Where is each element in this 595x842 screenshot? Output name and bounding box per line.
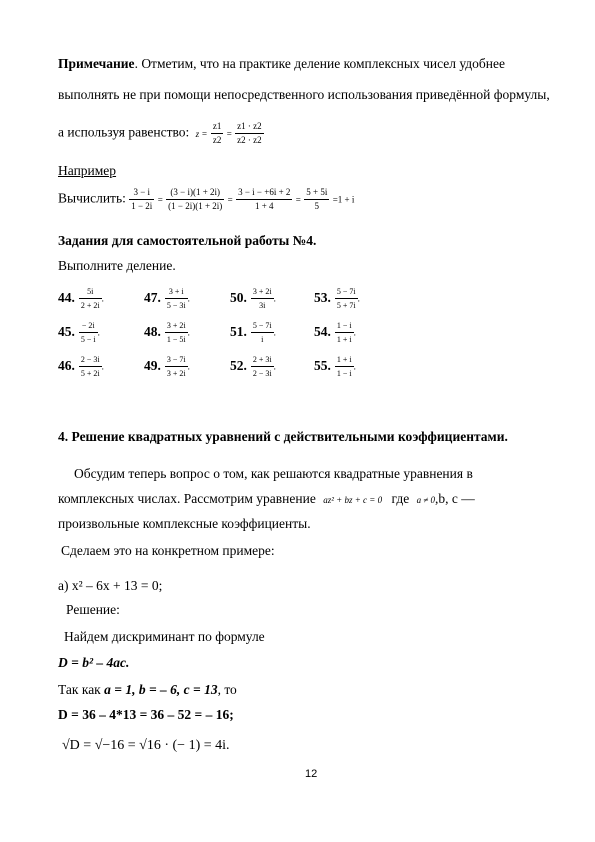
example-frac-4: $\frac{5 + 5i}{5}$: [306, 187, 328, 211]
task-number: 53.: [314, 289, 331, 305]
task-item: 50. $\frac{3 + 2i}{3i}$ .: [230, 287, 276, 310]
solution-label: Решение:: [66, 602, 120, 617]
task-fraction: $\frac{3 + i}{5 - 3i}$: [166, 287, 186, 310]
task-number: 45.: [58, 323, 75, 339]
tasks-grid: [58, 285, 578, 385]
task-number: 55.: [314, 357, 331, 373]
note-line-1: [58, 56, 505, 72]
note-text-3: а используя равенство:: [58, 124, 190, 140]
example-heading: Например: [58, 163, 117, 178]
task-number: 44.: [58, 289, 75, 305]
formula-frac-2: $\frac{z1 \cdot z2}{z2 \cdot z2}$: [237, 121, 262, 145]
task-item: 46. $\frac{2 - 3i}{5 + 2i}$ .: [58, 355, 104, 378]
task-fraction: $\frac{2 + 3i}{2 - 3i}$: [252, 355, 272, 378]
example-frac-3: $\frac{3 - i - +6i + 2}{1 + 4}$: [238, 187, 291, 211]
example-line: Вычислить: $\frac{3 - i}{1 - 2i}$ = $\frac{(3 - i)(1 + 2i)}{(1 - 2i)(1 + 2i)}$ = $\frac{3 - i - +6i + 2}{1 + 4}$ = $\frac{5 + 5i}{5}$ =1 + i: [58, 187, 355, 211]
task-fraction: $\frac{1 + i}{1 - i}$: [336, 355, 352, 378]
task-item: 44. $\frac{5i}{2 + 2i}$ .: [58, 287, 104, 310]
task-number: 50.: [230, 289, 247, 305]
task-item: 53. $\frac{5 - 7i}{5 + 7i}$ .: [314, 287, 360, 310]
formula-frac-1: $\frac{z1}{z2}$: [212, 121, 222, 145]
disc-intro: Найдем дискриминант по формуле: [64, 629, 265, 644]
task-number: 52.: [230, 357, 247, 373]
section4-heading: 4. Решение квадратных уравнений с действительными коэффициентами.: [58, 429, 508, 444]
sqrt-line: √D = √−16 = √16 · (− 1) = 4i.: [62, 738, 230, 753]
section4-p1: Обсудим теперь вопрос о том, как решаются квадратные уравнения в: [74, 466, 473, 481]
task-fraction: $\frac{5i}{2 + 2i}$: [80, 287, 100, 310]
task-item: 47. $\frac{3 + i}{5 - 3i}$ .: [144, 287, 190, 310]
task-item: 51. $\frac{5 - 7i}{i}$ .: [230, 321, 276, 344]
formula-eq: =: [226, 128, 232, 139]
task-item: 55. $\frac{1 + i}{1 - i}$ .: [314, 355, 356, 378]
case-a: а) x² – 6x + 13 = 0;: [58, 578, 163, 593]
example-result: =1 + i: [332, 194, 355, 205]
since-line: Так как a = 1, b = – 6, c = 13, то: [58, 682, 237, 697]
note-lead: Примечание: [58, 56, 135, 71]
example-frac-1: $\frac{3 - i}{1 - 2i}$: [131, 187, 153, 211]
task-item: 48. $\frac{3 + 2i}{1 - 5i}$ .: [144, 321, 190, 344]
section4-p2: комплексных числах. Рассмотрим уравнение az² + bz + c = 0 где a ≠ 0,b, c —: [58, 491, 475, 506]
task-fraction: $\frac{5 - 7i}{i}$: [252, 321, 272, 344]
note-line-3: [58, 120, 264, 147]
task-fraction: $\frac{2 - 3i}{5 + 2i}$: [80, 355, 100, 378]
condition: a ≠ 0: [416, 495, 436, 505]
task-item: 52. $\frac{2 + 3i}{2 - 3i}$ .: [230, 355, 276, 378]
example-label: Вычислить:: [58, 190, 126, 206]
task-fraction: $\frac{5 - 7i}{5 + 7i}$: [336, 287, 356, 310]
disc-formula: D = b² – 4ac.: [58, 655, 130, 670]
note-text-1: . Отметим, что на практике деление комплексных чисел удобнее: [134, 56, 505, 71]
task-fraction: $\frac{1 - i}{1 + i}$: [336, 321, 352, 344]
task-number: 46.: [58, 357, 75, 373]
task-fraction: $\frac{3 + 2i}{1 - 5i}$: [166, 321, 186, 344]
task-number: 48.: [144, 323, 161, 339]
task-number: 54.: [314, 323, 331, 339]
quadratic-equation: az² + bz + c = 0: [323, 495, 383, 505]
task-number: 47.: [144, 289, 161, 305]
task-fraction: $\frac{3 + 2i}{3i}$: [252, 287, 272, 310]
task-number: 49.: [144, 357, 161, 373]
task-item: 54. $\frac{1 - i}{1 + i}$ .: [314, 321, 356, 344]
tasks-instruction: Выполните деление.: [58, 258, 176, 273]
formula-z: z =: [195, 128, 208, 139]
task-fraction: $\frac{3 - 7i}{3 + 2i}$: [166, 355, 186, 378]
task-item: 45. $\frac{- 2i}{5 - i}$ .: [58, 321, 100, 344]
tasks-heading: Задания для самостоятельной работы №4.: [58, 233, 317, 248]
task-number: 51.: [230, 323, 247, 339]
task-item: 49. $\frac{3 - 7i}{3 + 2i}$ .: [144, 355, 190, 378]
section4-p3: произвольные комплексные коэффициенты.: [58, 516, 311, 531]
example-frac-2: $\frac{(3 - i)(1 + 2i)}{(1 - 2i)(1 + 2i)}$: [168, 187, 223, 211]
note-line-2: выполнять не при помощи непосредственного использования приведённой формулы,: [58, 87, 550, 102]
section4-p4: Сделаем это на конкретном примере:: [61, 543, 275, 558]
disc-calc: D = 36 – 4*13 = 36 – 52 = – 16;: [58, 707, 234, 722]
task-fraction: $\frac{- 2i}{5 - i}$: [80, 321, 96, 344]
page-number: 12: [305, 768, 318, 780]
